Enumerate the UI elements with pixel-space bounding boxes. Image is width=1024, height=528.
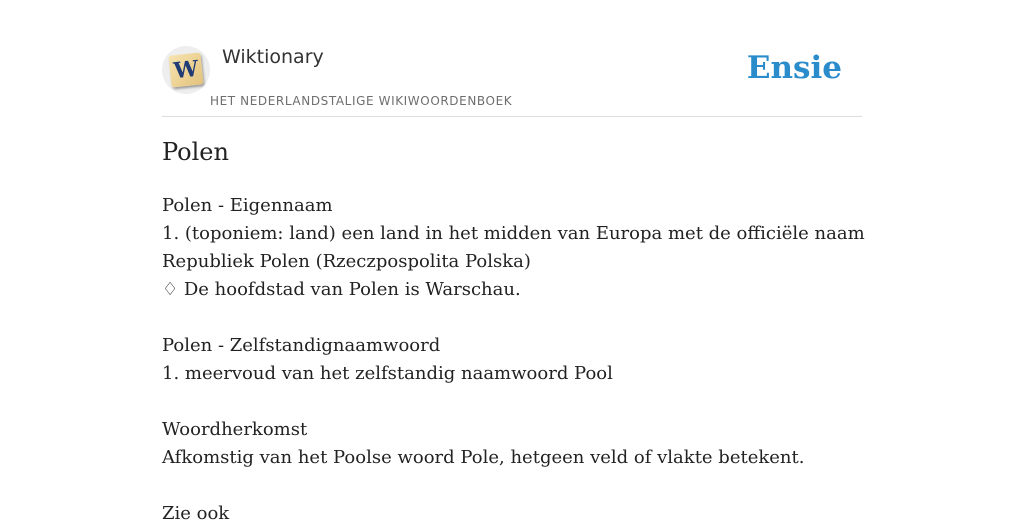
section-heading-woordherkomst: Woordherkomst [162, 419, 308, 440]
wiktionary-logo[interactable] [162, 46, 210, 94]
page-card [162, 0, 865, 524]
site-header [162, 0, 862, 117]
spacer [162, 388, 862, 416]
spacer [162, 304, 862, 332]
spacer [162, 472, 862, 500]
definition-line: Republiek Polen (Rzeczpospolita Polska) [162, 251, 531, 272]
example-sentence: ♢ De hoofdstad van Polen is Warschau. [162, 279, 521, 300]
entry-content [162, 192, 865, 528]
etymology-text: Afkomstig van het Poolse woord Pole, hetgeen veld of vlakte betekent. [162, 447, 805, 468]
logo-tile-icon: W [168, 52, 203, 87]
page-title: Polen [162, 138, 229, 166]
section-heading-eigennaam: Polen - Eigennaam [162, 195, 333, 216]
definition-line: 1. meervoud van het zelfstandig naamwoord Pool [162, 363, 613, 384]
section-heading-zelfstandignaamwoord: Polen - Zelfstandignaamwoord [162, 335, 441, 356]
definition-line: 1. (toponiem: land) een land in het midden van Europa met de officiële naam [162, 223, 865, 244]
site-name[interactable]: Wiktionary [222, 46, 324, 68]
section-heading-zie-ook: Zie ook [162, 503, 230, 524]
site-tagline: HET NEDERLANDSTALIGE WIKIWOORDENBOEK [210, 94, 513, 108]
ensie-brand-link[interactable]: Ensie [746, 50, 842, 86]
